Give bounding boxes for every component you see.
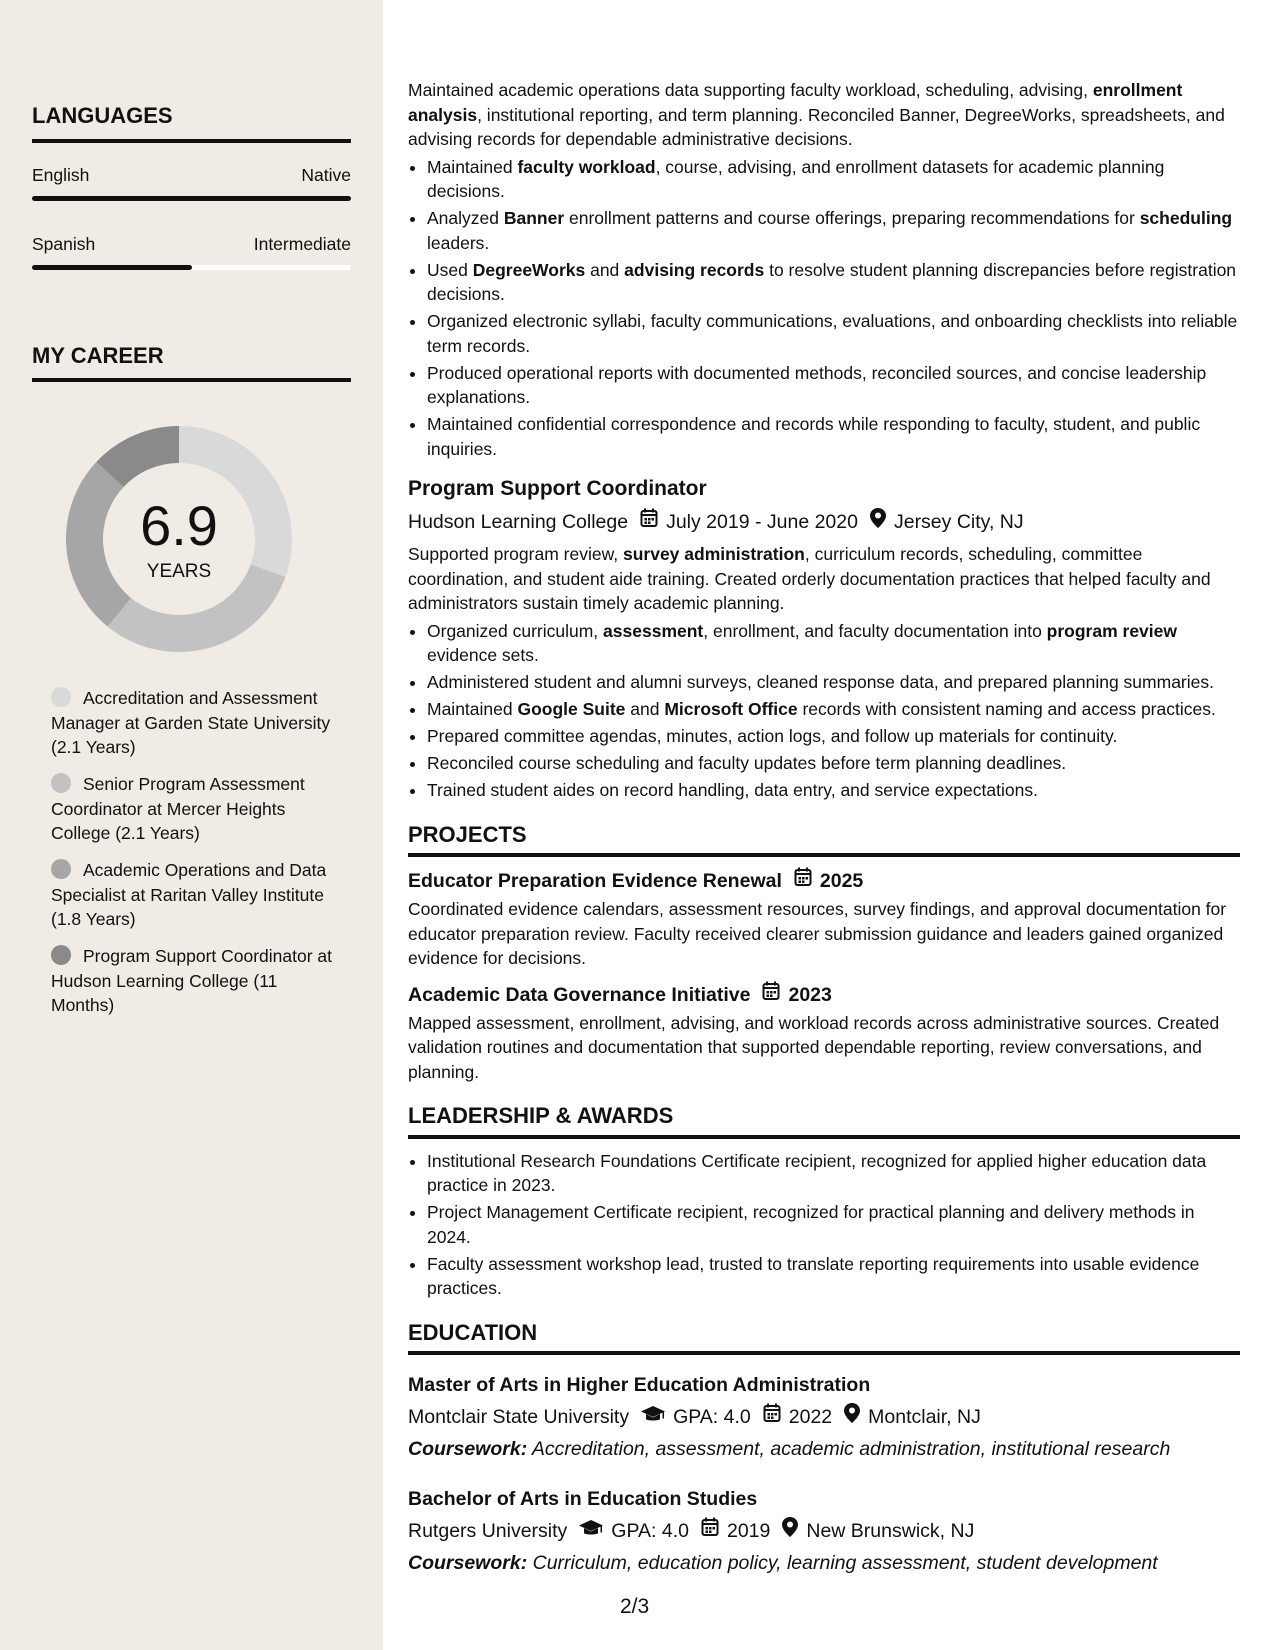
calendar-icon (762, 981, 780, 1009)
job-bullet: • Organized electronic syllabi, faculty communications, evaluations, and onboarding checklists into reliable term records. (427, 309, 1240, 358)
language-row-english (32, 165, 351, 186)
languages-rule (32, 139, 351, 143)
job-company: Hudson Learning College (408, 511, 629, 533)
calendar-icon (701, 1517, 719, 1545)
sidebar (0, 0, 383, 1650)
project-title: Educator Preparation Evidence Renewal (408, 870, 782, 892)
coursework-text: Accreditation, assessment, academic administration, institutional research (531, 1438, 1171, 1460)
job-bullet: • Reconciled course scheduling and faculty updates before term planning deadlines. (427, 751, 1240, 776)
graduation-cap-icon (641, 1403, 665, 1431)
graduation-year: 2019 (726, 1520, 771, 1542)
career-legend-item (51, 686, 341, 760)
legend-label: Academic Operations and Data Specialist at Raritan Valley Institute (1.8 Years) (51, 860, 327, 929)
coursework-label: Coursework: (408, 1438, 528, 1460)
project-description: Coordinated evidence calendars, assessment resources, survey findings, and approval documentation for educator preparation review. Faculty received clearer submission guidance and leaders gained organized evidence for decisions. (408, 899, 1227, 968)
job-location: Jersey City, NJ (893, 511, 1024, 533)
language-bar-fill (32, 196, 351, 201)
job-bullet: • Trained student aides on record handling, data entry, and service expectations. (427, 778, 1240, 803)
gpa: GPA: 4.0 (673, 1406, 751, 1428)
job-bullet: • Produced operational reports with documented methods, reconciled sources, and concise leadership explanations. (427, 361, 1240, 410)
legend-dot (51, 859, 71, 879)
career-legend-item (51, 772, 341, 846)
project-description: Mapped assessment, enrollment, advising, and workload records across administrative sources. Created validation routines and documentation that supported dependable reporting, review conversations, and planning. (408, 1012, 1220, 1082)
school-location: New Brunswick, NJ (806, 1520, 975, 1542)
project-year: 2023 (788, 983, 832, 1006)
job-summary: Supported program review, survey administration, curriculum records, scheduling, committee coordination, and student aide training. Created orderly documentation practices that helped faculty and administrators sustain timely academic planning. (408, 544, 1211, 613)
job-bullet: • Maintained faculty workload, course, advising, and enrollment datasets for academic planning decisions. (427, 155, 1240, 204)
job-bullets (408, 619, 1240, 803)
language-name: Spanish (32, 234, 96, 254)
calendar-icon (640, 508, 658, 536)
career-heading: MY CAREER (32, 343, 164, 368)
project-year: 2025 (819, 870, 864, 892)
languages-heading: LANGUAGES (32, 103, 173, 128)
career-legend-item (51, 944, 341, 1018)
calendar-icon (763, 1403, 781, 1431)
language-level: Intermediate (253, 234, 351, 254)
job-dates: July 2019 - June 2020 (666, 511, 858, 533)
degree-meta (408, 1403, 1240, 1431)
location-pin-icon (844, 1403, 860, 1431)
projects-heading: PROJECTS (408, 823, 1240, 858)
job-bullets (408, 155, 1240, 462)
degree-title: Bachelor of Arts in Education Studies (408, 1488, 758, 1510)
language-level: Native (301, 165, 351, 185)
language-row-spanish (32, 234, 351, 255)
school-name: Montclair State University (408, 1406, 630, 1428)
legend-label: Program Support Coordinator at Hudson Learning College (11 Months) (51, 946, 333, 1015)
career-legend-item (51, 858, 341, 932)
school-location: Montclair, NJ (868, 1406, 981, 1428)
coursework-label: Coursework: (408, 1552, 528, 1574)
project-title: Academic Data Governance Initiative (408, 983, 751, 1006)
legend-label: Accreditation and Assessment Manager at Garden State University (2.1 Years) (51, 688, 331, 757)
project-title-row (408, 867, 1240, 895)
job-bullet: • Administered student and alumni surveys, cleaned response data, and prepared planning summaries. (427, 670, 1240, 695)
award-item: • Faculty assessment workshop lead, trusted to translate reporting requirements into usable evidence practices. (427, 1252, 1240, 1301)
career-years-label: YEARS (146, 561, 212, 582)
location-pin-icon (870, 508, 886, 536)
job-bullet: • Maintained Google Suite and Microsoft Office records with consistent naming and access practices. (427, 697, 1240, 722)
career-total-years: 6.9 (140, 494, 218, 557)
education-heading: EDUCATION (408, 1321, 1240, 1356)
job-bullet: • Used DegreeWorks and advising records to resolve student planning discrepancies before registration decisions. (427, 258, 1240, 307)
location-pin-icon (782, 1517, 798, 1545)
career-donut-center (66, 426, 292, 652)
graduation-cap-icon (579, 1517, 603, 1545)
job-title: Program Support Coordinator (408, 477, 707, 500)
job-summary: Maintained academic operations data supporting faculty workload, scheduling, advising, enrollment analysis, institutional reporting, and term planning. Reconciled Banner, DegreeWorks, spreadsheets, and advising records for dependable administrative decisions. (408, 80, 1225, 149)
page-number: 2/3 (620, 1595, 650, 1618)
gpa: GPA: 4.0 (611, 1520, 689, 1542)
award-item: • Institutional Research Foundations Certificate recipient, recognized for applied higher education data practice in 2023. (427, 1149, 1240, 1198)
coursework (408, 1435, 1240, 1463)
main-content (408, 78, 1240, 1577)
degree-meta (408, 1517, 1240, 1545)
calendar-icon (794, 867, 812, 895)
award-item: • Project Management Certificate recipient, recognized for practical planning and delivery methods in 2024. (427, 1200, 1240, 1249)
language-bar-spanish (32, 265, 351, 270)
graduation-year: 2022 (788, 1406, 833, 1428)
job-bullet: • Analyzed Banner enrollment patterns and course offerings, preparing recommendations for scheduling leaders. (427, 206, 1240, 255)
degree-title: Master of Arts in Higher Education Administration (408, 1374, 871, 1396)
coursework (408, 1549, 1240, 1577)
legend-label: Senior Program Assessment Coordinator at Mercer Heights College (2.1 Years) (51, 774, 305, 843)
job-bullet: • Maintained confidential correspondence and records while responding to faculty, student, and public inquiries. (427, 412, 1240, 461)
career-rule (32, 378, 351, 382)
language-bar-fill (32, 265, 192, 270)
coursework-text: Curriculum, education policy, learning assessment, student development (532, 1552, 1158, 1574)
project-title-row (408, 981, 1240, 1009)
legend-dot (51, 773, 71, 793)
job-meta (408, 508, 1240, 536)
school-name: Rutgers University (408, 1520, 568, 1542)
legend-dot (51, 945, 71, 965)
awards-heading: LEADERSHIP & AWARDS (408, 1104, 1240, 1139)
language-name: English (32, 165, 90, 185)
job-bullet: • Organized curriculum, assessment, enrollment, and faculty documentation into program review evidence sets. (427, 619, 1240, 668)
awards-list (408, 1149, 1240, 1301)
job-bullet: • Prepared committee agendas, minutes, action logs, and follow up materials for continuity. (427, 724, 1240, 749)
legend-dot (51, 687, 71, 707)
language-bar-english (32, 196, 351, 201)
